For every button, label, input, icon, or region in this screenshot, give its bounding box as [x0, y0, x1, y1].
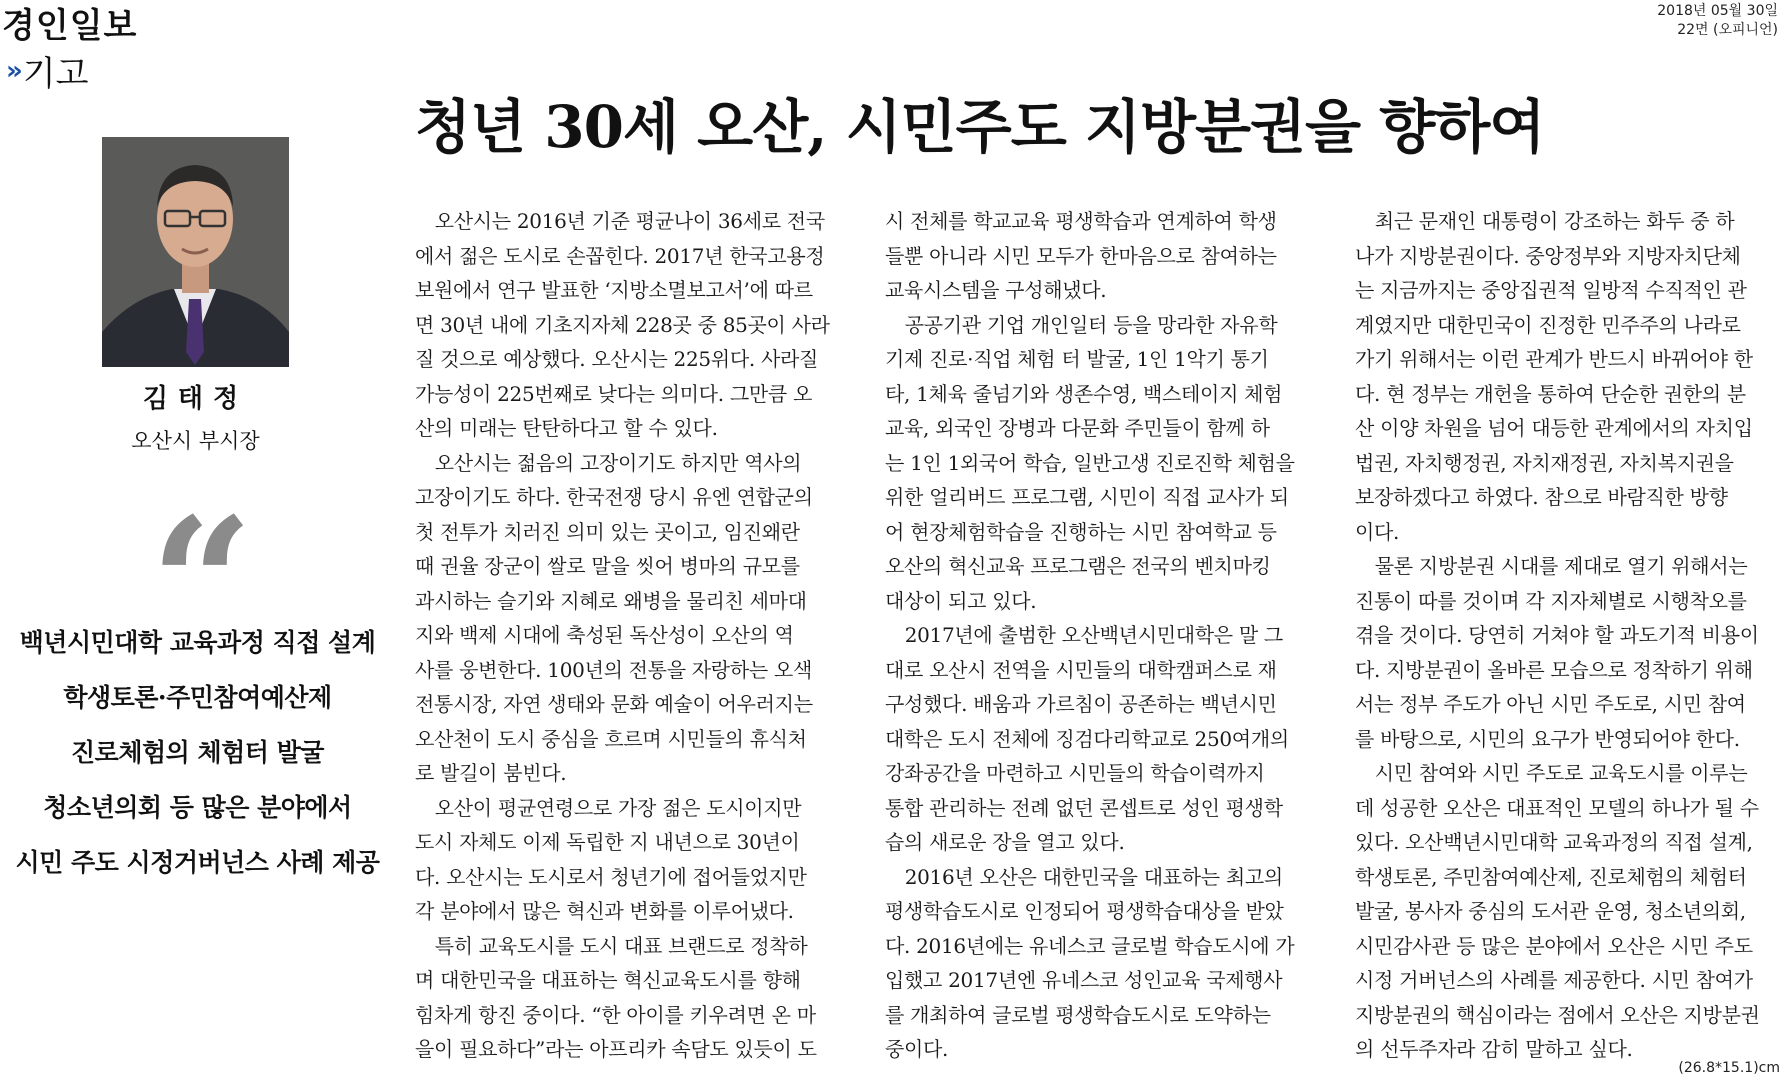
- article-text-line: 가기 위해서는 이런 관계가 반드시 바뀌어야 한: [1355, 347, 1753, 371]
- author-role: 오산시 부시장: [131, 429, 260, 453]
- pull-quote-line: 진로체험의 체험터 발굴: [71, 738, 324, 767]
- article-text-line: 고장이기도 하다. 한국전쟁 당시 유엔 연합군의: [415, 485, 813, 509]
- article-text-line: 학생토론, 주민참여예산제, 진로체험의 체험터: [1355, 864, 1747, 889]
- article-text-line: 첫 전투가 치러진 의미 있는 곳이고, 임진왜란: [415, 519, 800, 544]
- article-text-line: 들뿐 아니라 시민 모두가 한마음으로 참여하는: [885, 243, 1277, 268]
- newspaper-masthead: 경인일보: [2, 6, 138, 46]
- article-text-line: 에서 젊은 도시로 손꼽힌다. 2017년 한국고용정: [415, 243, 825, 268]
- article-text-line: 을이 필요하다”라는 아프리카 속담도 있듯이 도: [415, 1037, 817, 1061]
- article-text-line: 다. 지방분권이 올바른 모습으로 정착하기 위해: [1355, 657, 1753, 682]
- pull-quote-line: 청소년의회 등 많은 분야에서: [43, 793, 352, 822]
- article-headline: 청년 30세 오산, 시민주도 지방분권을 향하여: [415, 93, 1545, 161]
- article-text-line: 산의 미래는 탄탄하다고 할 수 있다.: [415, 416, 718, 440]
- article-text-line: 습의 새로운 장을 열고 있다.: [885, 830, 1125, 854]
- article-text-line: 때 권율 장군이 쌀로 말을 씻어 병마의 규모를: [415, 554, 800, 578]
- article-text-line: 겪을 것이다. 당연히 거쳐야 할 과도기적 비용이: [1355, 623, 1759, 647]
- article-text-line: 법권, 자치행정권, 자치재정권, 자치복지권을: [1355, 450, 1734, 475]
- article-text-line: 를 바탕으로, 시민의 요구가 반영되어야 한다.: [1355, 726, 1740, 751]
- article-text-line: 지방분권의 핵심이라는 점에서 오산은 지방분권: [1355, 1002, 1760, 1027]
- article-text-line: 지와 백제 시대에 축성된 독산성이 오산의 역: [415, 623, 794, 647]
- article-text-line: 다. 현 정부는 개헌을 통하여 단순한 권한의 분: [1355, 381, 1746, 406]
- article-text-line: 는 지금까지는 중앙집권적 일방적 수직적인 관: [1355, 278, 1747, 302]
- article-text-line: 가능성이 225번째로 낮다는 의미다. 그만큼 오: [415, 381, 812, 406]
- pull-quote: [0, 615, 395, 890]
- article-text-line: 2017년에 출범한 오산백년시민대학은 말 그: [885, 623, 1283, 647]
- article-text-line: 며 대한민국을 대표하는 혁신교육도시를 향해: [415, 968, 801, 992]
- article-text-line: 공공기관 기업 개인일터 등을 망라한 자유학: [885, 312, 1278, 337]
- article-text-line: 다. 오산시는 도시로서 청년기에 접어들었지만: [415, 864, 807, 889]
- article-text-line: 과시하는 슬기와 지혜로 왜병을 물리친 세마대: [415, 588, 807, 613]
- article-text-line: 특히 교육도시를 도시 대표 브랜드로 정착하: [415, 933, 808, 958]
- article-text-line: 최근 문재인 대통령이 강조하는 화두 중 하: [1355, 209, 1735, 233]
- article-text-line: 시정 거버넌스의 사례를 제공한다. 시민 참여가: [1355, 968, 1753, 992]
- article-text-line: 다. 2016년에는 유네스코 글로벌 학습도시에 가: [885, 933, 1295, 958]
- article-text-line: 전통시장, 자연 생태와 문화 예술이 어우러지는: [415, 692, 813, 716]
- article-text-line: 면 30년 내에 기초지자체 228곳 중 85곳이 사라: [415, 312, 830, 337]
- section-label: [6, 46, 89, 95]
- article-text-line: 타, 1체육 줄넘기와 생존수영, 백스테이지 체험: [885, 381, 1283, 406]
- pull-quote-line: 학생토론·주민참여예산제: [63, 683, 332, 712]
- article-text-line: 데 성공한 오산은 대표적인 모델의 하나가 될 수: [1355, 795, 1759, 820]
- article-text-line: 어 현장체험학습을 진행하는 시민 참여학교 등: [885, 519, 1277, 544]
- article-text-line: 입했고 2017년엔 유네스코 성인교육 국제행사: [885, 968, 1283, 992]
- article-text-line: 대로 오산시 전역을 시민들의 대학캠퍼스로 재: [885, 657, 1277, 682]
- article-column-2: [885, 204, 1325, 1067]
- article-text-line: 물론 지방분권 시대를 제대로 열기 위해서는: [1355, 554, 1748, 578]
- article-text-line: 기제 진로·직업 체험 터 발굴, 1인 1악기 통기: [885, 347, 1269, 371]
- chevron-icon: »: [6, 55, 17, 86]
- article-text-line: 통합 관리하는 전례 없던 콘셉트로 성인 평생학: [885, 795, 1283, 820]
- article-text-line: 시민 참여와 시민 주도로 교육도시를 이루는: [1355, 761, 1748, 785]
- article-text-line: 구성했다. 배움과 가르침이 공존하는 백년시민: [885, 692, 1277, 716]
- article-text-line: 오산시는 젊음의 고장이기도 하지만 역사의: [415, 450, 802, 475]
- article-text-line: 중이다.: [885, 1037, 949, 1061]
- article-text-line: 오산천이 도시 중심을 흐르며 시민들의 휴식처: [415, 726, 807, 751]
- article-text-line: 질 것으로 예상했다. 오산시는 225위다. 사라질: [415, 347, 819, 371]
- page-number: 22면 (오피니언): [1677, 22, 1778, 38]
- article-size-note: (26.8*15.1)cm: [1678, 1060, 1780, 1076]
- article-text-line: 서는 정부 주도가 아닌 시민 주도로, 시민 참여: [1355, 692, 1746, 716]
- article-text-line: 교육시스템을 구성해냈다.: [885, 278, 1107, 302]
- article-text-line: 평생학습도시로 인정되어 평생학습대상을 받았: [885, 899, 1284, 923]
- article-text-line: 도시 자체도 이제 독립한 지 내년으로 30년이: [415, 830, 800, 854]
- article-text-line: 를 개최하여 글로벌 평생학습도시로 도약하는: [885, 1002, 1271, 1027]
- publish-date: 2018년 05월 30일: [1657, 3, 1778, 19]
- article-text-line: 힘차게 항진 중이다. “한 아이를 키우려면 온 마: [415, 1002, 816, 1027]
- article-text-line: 진통이 따를 것이며 각 지자체별로 시행착오를: [1355, 588, 1747, 613]
- article-text-line: 는 1인 1외국어 학습, 일반고생 진로진학 체험을: [885, 450, 1295, 475]
- article-text-line: 오산의 혁신교육 프로그램은 전국의 벤치마킹: [885, 554, 1271, 578]
- article-text-line: 위한 얼리버드 프로그램, 시민이 직접 교사가 되: [885, 485, 1289, 509]
- article-text-line: 강좌공간을 마련하고 시민들의 학습이력까지: [885, 761, 1265, 785]
- article-text-line: 대상이 되고 있다.: [885, 588, 1037, 613]
- article-text-line: 각 분야에서 많은 혁신과 변화를 이루어냈다.: [415, 899, 794, 923]
- article-text-line: 2016년 오산은 대한민국을 대표하는 최고의: [885, 864, 1283, 889]
- article-text-line: 시 전체를 학교교육 평생학습과 연계하여 학생: [885, 209, 1277, 233]
- author-name: 김태정: [142, 384, 249, 414]
- article-text-line: 오산이 평균연령으로 가장 젊은 도시이지만: [415, 795, 802, 820]
- article-column-1: [415, 204, 855, 1067]
- article-text-line: 오산시는 2016년 기준 평균나이 36세로 전국: [415, 209, 825, 233]
- article-text-line: 산 이양 차원을 넘어 대등한 관계에서의 자치입: [1355, 416, 1753, 440]
- article-text-line: 의 선두주자라 감히 말하고 싶다.: [1355, 1037, 1633, 1061]
- author-photo: [102, 137, 289, 367]
- article-text-line: 시민감사관 등 많은 분야에서 오산은 시민 주도: [1355, 933, 1753, 958]
- article-text-line: 나가 지방분권이다. 중앙정부와 지방자치단체: [1355, 243, 1741, 268]
- article-text-line: 사를 웅변한다. 100년의 전통을 자랑하는 오색: [415, 657, 812, 682]
- article-text-line: 계였지만 대한민국이 진정한 민주주의 나라로: [1355, 312, 1741, 337]
- pull-quote-line: 시민 주도 시정거버넌스 사례 제공: [15, 848, 380, 877]
- pull-quote-line: 백년시민대학 교육과정 직접 설계: [19, 628, 376, 657]
- article-text-line: 교육, 외국인 장병과 다문화 주민들이 함께 하: [885, 416, 1270, 440]
- dateline: [1657, 2, 1778, 40]
- article-text-line: 있다. 오산백년시민대학 교육과정의 직접 설계,: [1355, 830, 1753, 854]
- article-text-line: 보장하겠다고 하였다. 참으로 바람직한 방향: [1355, 485, 1728, 509]
- section-title: 기고: [22, 54, 89, 94]
- article-text-line: 대학은 도시 전체에 징검다리학교로 250여개의: [885, 726, 1289, 751]
- article-column-3: [1355, 204, 1792, 1067]
- quote-mark-icon: “: [150, 479, 246, 690]
- article-text-line: 이다.: [1355, 519, 1400, 544]
- article-text-line: 로 발길이 붐빈다.: [415, 761, 567, 785]
- article-text-line: 발굴, 봉사자 중심의 도서관 운영, 청소년의회,: [1355, 899, 1746, 923]
- article-text-line: 보원에서 연구 발표한 ‘지방소멸보고서’에 따르: [415, 278, 813, 302]
